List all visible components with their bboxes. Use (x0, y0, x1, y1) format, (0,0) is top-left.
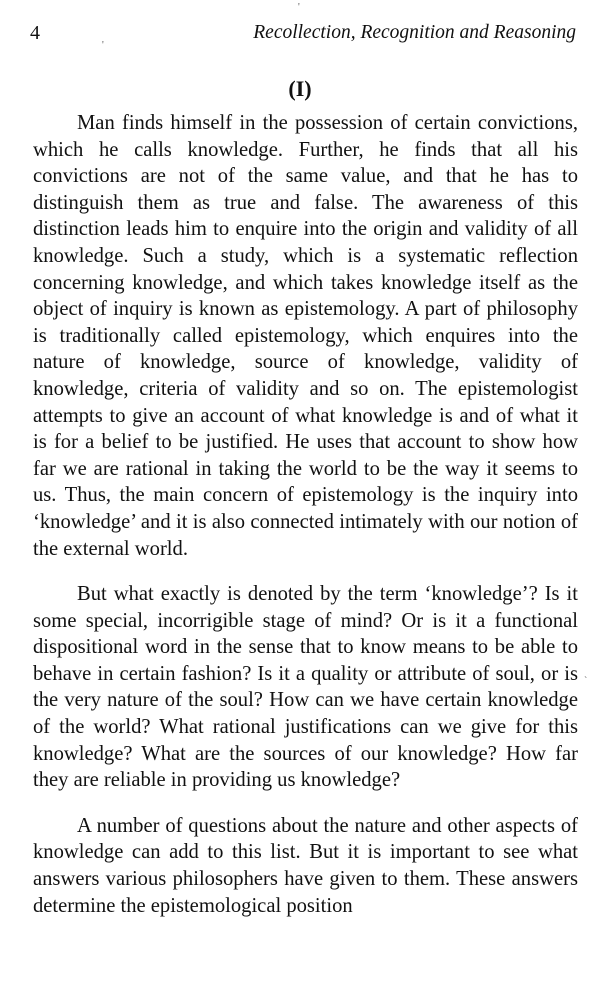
paragraph-2: But what exactly is denoted by the term ‘knowledge’? Is it some special, incorrigible stage of mind? Or is it a functional dispositional word in the sense that to know means to be able to behave in certain fashion? Is it a quality or attribute of soul, or is the very nature of the soul? How can we have certain knowledge of the world? What rational justifications can we give for this knowledge? What are the sources of our knowledge? How far they are reliable in providing us knowledge? (33, 583, 578, 792)
page-header (30, 22, 576, 48)
scan-speck: ' (298, 2, 300, 13)
paragraph-1: Man finds himself in the possession of certain convictions, which he calls knowledge. Further, he finds that all his convictions are not of the same value, and that he has to distinguish them as true and false. The awareness of this distinction leads him to enquire into the origin and validity of all knowledge. Such a study, which is a systematic reflection concerning knowledge, and which takes knowledge itself as the object of inquiry is known as epistemology. A part of philosophy is traditionally called epistemology, which enquires into the nature of knowledge, source of knowledge, validity of knowledge, criteria of validity and so on. The epistemologist attempts to give an account of what knowledge is and of what it is for a belief to be justified. He uses that account to show how far we are rational in taking the world to be the way it seems to us. Thus, the main concern of epistemology is the inquiry into ‘knowledge’ and it is also connected intimately with our notion of the external world. (33, 112, 578, 560)
running-title: Recollection, Recognition and Reasoning (253, 22, 576, 43)
paragraph-3: A number of questions about the nature and other aspects of knowledge can add to this list. But it is important to see what answers various philosophers have given to them. These answers determine the epistemological position (33, 814, 578, 917)
body-text (33, 110, 578, 938)
page-number: 4 (30, 22, 40, 44)
section-heading: (I) (288, 76, 312, 101)
scan-speck: ' (102, 40, 104, 51)
scan-speck: ` (584, 676, 588, 687)
